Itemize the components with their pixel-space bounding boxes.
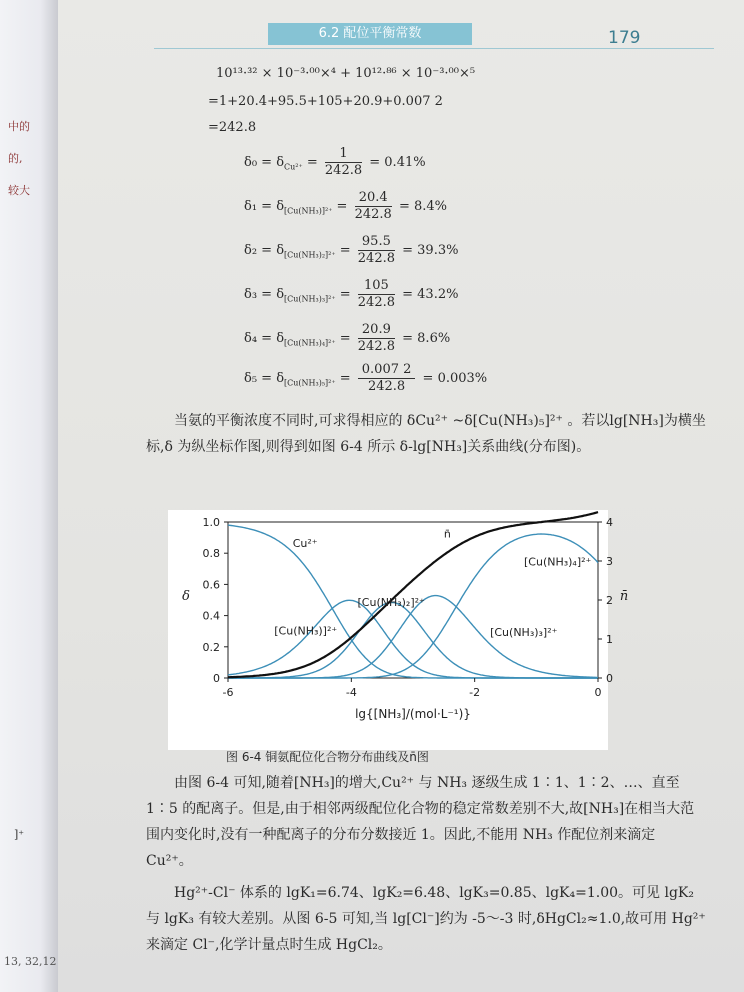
delta-equation: $\delta_1 = \delta_{[Cu(NH_3)]^{2+}}$ = $\frac{20.4}{242.8}$ = 8.4% — [244, 190, 447, 222]
y2-tick-label: 2 — [606, 594, 613, 607]
x-tick-label: -4 — [345, 686, 357, 699]
side-fragment: 中的 — [8, 120, 30, 133]
x-tick-label: -6 — [222, 686, 234, 699]
series-label-5: n̄ — [443, 527, 451, 541]
series-label-1: [Cu(NH₃)]²⁺ — [274, 624, 338, 638]
figure-caption: 图 6-4 铜氨配位化合物分布曲线及n̄图 — [226, 750, 429, 764]
side-fragment: 较大 — [8, 184, 30, 197]
equation-line: =242.8 — [208, 120, 257, 135]
y2-tick-label: 3 — [606, 555, 613, 568]
delta-equation: $\delta_2 = \delta_{[Cu(NH_3)_2]^{2+}}$ = $\frac{95.5}{242.8}$ = 39.3% — [244, 234, 459, 266]
section-header: 6.2 配位平衡常数 — [268, 23, 472, 45]
x-axis-label: lg{[NH₃]/(mol·L⁻¹)} — [355, 707, 471, 721]
y2-tick-label: 0 — [606, 672, 613, 685]
equation-line: 10¹³·³² × 10⁻³·⁰⁰×⁴ + 10¹²·⁸⁶ × 10⁻³·⁰⁰×⁵ — [216, 66, 476, 81]
side-fragment: 13, 32,12 — [4, 955, 57, 968]
y-tick-label: 0.4 — [202, 609, 220, 623]
y2-axis-label: n̄ — [619, 589, 629, 604]
distribution-chart — [168, 510, 629, 750]
series-label-3: [Cu(NH₃)₃]²⁺ — [490, 625, 558, 639]
delta-equation: $\delta_4 = \delta_{[Cu(NH_3)_4]^{2+}}$ = $\frac{20.9}{242.8}$ = 8.6% — [244, 322, 451, 354]
paragraph: Hg²⁺-Cl⁻ 体系的 lgK₁=6.74、lgK₂=6.48、lgK₃=0.85、lgK₄=1.00。可见 lgK₂ 与 lgK₃ 有较大差别。从图 6-5 可知,当 lg[Cl⁻]约为 -5～-3 时,δHgCl₂≈1.0,故可用 Hg²⁺ 来滴定 Cl⁻,化学计量点时生成 HgCl₂。 — [146, 885, 706, 953]
y-tick-label: 0 — [213, 672, 220, 685]
series-label-2: [Cu(NH₃)₂]²⁺ — [357, 596, 425, 610]
y-tick-label: 1.0 — [202, 516, 220, 529]
series-label-4: [Cu(NH₃)₄]²⁺ — [524, 555, 592, 569]
delta-equation: $\delta_3 = \delta_{[Cu(NH_3)_3]^{2+}}$ = $\frac{105}{242.8}$ = 43.2% — [244, 278, 459, 310]
chart-svg — [168, 510, 629, 750]
paragraph: 由图 6-4 可知,随着[NH₃]的增大,Cu²⁺ 与 NH₃ 逐级生成 1∶1、1∶2、…、直至 1∶5 的配离子。但是,由于相邻两级配位化合物的稳定常数差别不大,故[NH₃]在相当大范围内变化时,没有一种配离子的分布分数接近 1。因此,不能用 NH₃ 作配位剂来滴定 Cu²⁺。 — [146, 775, 695, 869]
header-rule — [154, 48, 714, 49]
x-tick-label: -2 — [469, 686, 481, 699]
paragraph: 当氨的平衡浓度不同时,可求得相应的 δCu²⁺ ~δ[Cu(NH₃)₅]²⁺ 。若以lg[NH₃]为横坐标,δ 为纵坐标作图,则得到如图 6-4 所示 δ-lg[NH₃]关系曲线(分布图)。 — [146, 413, 706, 455]
y2-tick-label: 1 — [606, 633, 613, 646]
x-tick-label: 0 — [594, 686, 602, 699]
page-number: 179 — [608, 28, 641, 48]
book-page — [58, 0, 744, 992]
adjacent-page-edge — [0, 0, 58, 992]
y-tick-label: 0.2 — [202, 640, 220, 654]
y-axis-label: δ — [182, 589, 190, 604]
delta-equation: $\delta_0 = \delta_{Cu^{2+}}$ = $\frac{1}{242.8}$ = 0.41% — [244, 146, 426, 178]
equation-line: =1+20.4+95.5+105+20.9+0.007 2 — [208, 94, 443, 109]
y2-tick-label: 4 — [606, 516, 613, 529]
series-label-0: Cu²⁺ — [292, 536, 318, 550]
side-fragment: 的, — [8, 152, 23, 165]
y-tick-label: 0.6 — [202, 578, 220, 592]
y-tick-label: 0.8 — [202, 547, 220, 561]
delta-equation: $\delta_5 = \delta_{[Cu(NH_3)_5]^{2+}}$ = $\frac{0.007 2}{242.8}$ = 0.003% — [244, 362, 488, 394]
side-fragment: ]⁺ — [14, 828, 25, 841]
